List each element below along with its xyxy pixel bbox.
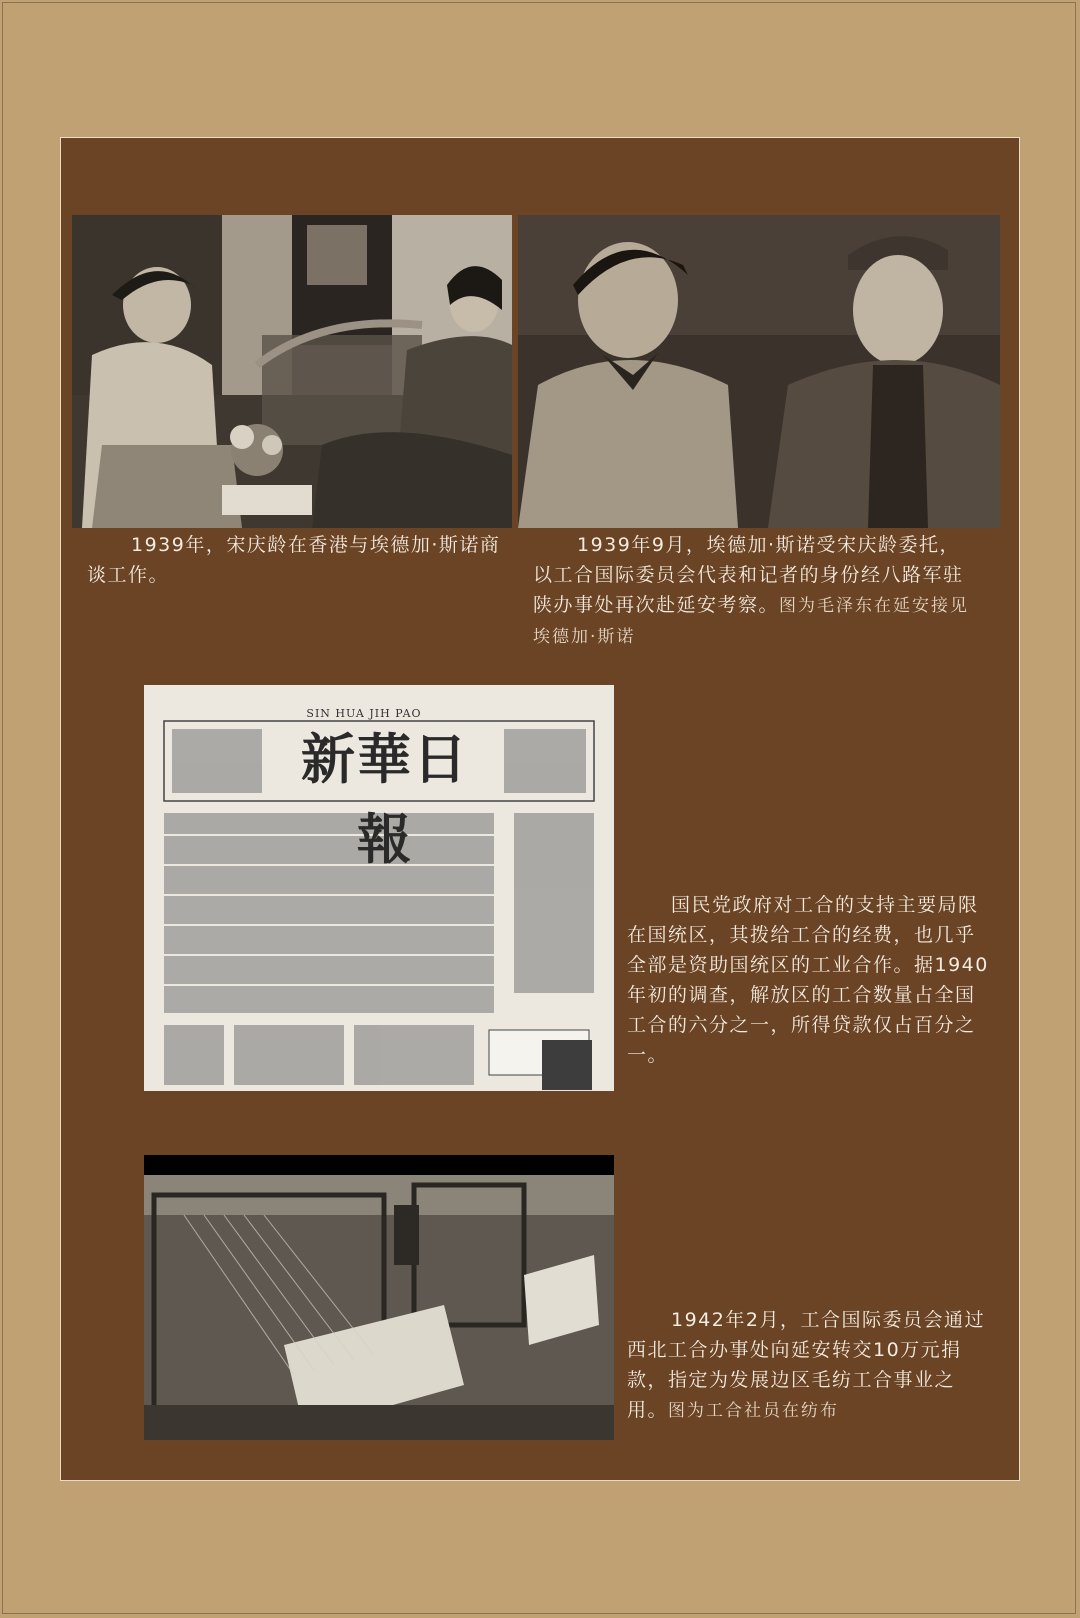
caption-mao-meets-snow [533, 530, 973, 652]
newspaper-xinhua-ribao [144, 685, 614, 1091]
caption-lead: 1942年2月，工合国际委员会通过西北工合办事处向延安转交10万元捐款，指定为发展边区毛纺工合事业之用。 [627, 1309, 985, 1421]
caption-text: 国民党政府对工合的支持主要局限在国统区，其拨给工合的经费，也几乎全部是资助国统区的工业合作。据1940年初的调查，解放区的工合数量占全国工合的六分之一，所得贷款仅占百分之一。 [627, 894, 989, 1066]
photo-mao-meets-snow [518, 215, 1000, 528]
caption-weaving [627, 1305, 995, 1426]
caption-note: 图为毛泽东在延安接见埃德加·斯诺 [533, 596, 970, 647]
caption-newspaper [627, 890, 989, 1070]
caption-lead: 1939年9月，埃德加·斯诺受宋庆龄委托，以工合国际委员会代表和记者的身份经八路军驻陕办事处再次赴延安考察。 [533, 534, 964, 616]
caption-meeting-hong-kong [87, 530, 507, 590]
exhibit-panel [60, 137, 1020, 1481]
newspaper-masthead: 新華日報 [301, 727, 469, 871]
caption-note: 图为工合社员在纺布 [668, 1401, 840, 1421]
photo-weaving-looms [144, 1155, 614, 1440]
caption-text: 1939年，宋庆龄在香港与埃德加·斯诺商谈工作。 [87, 534, 501, 586]
photo-meeting-hong-kong [72, 215, 512, 528]
newspaper-romanized-title: SIN HUA JIH PAO [306, 707, 422, 720]
